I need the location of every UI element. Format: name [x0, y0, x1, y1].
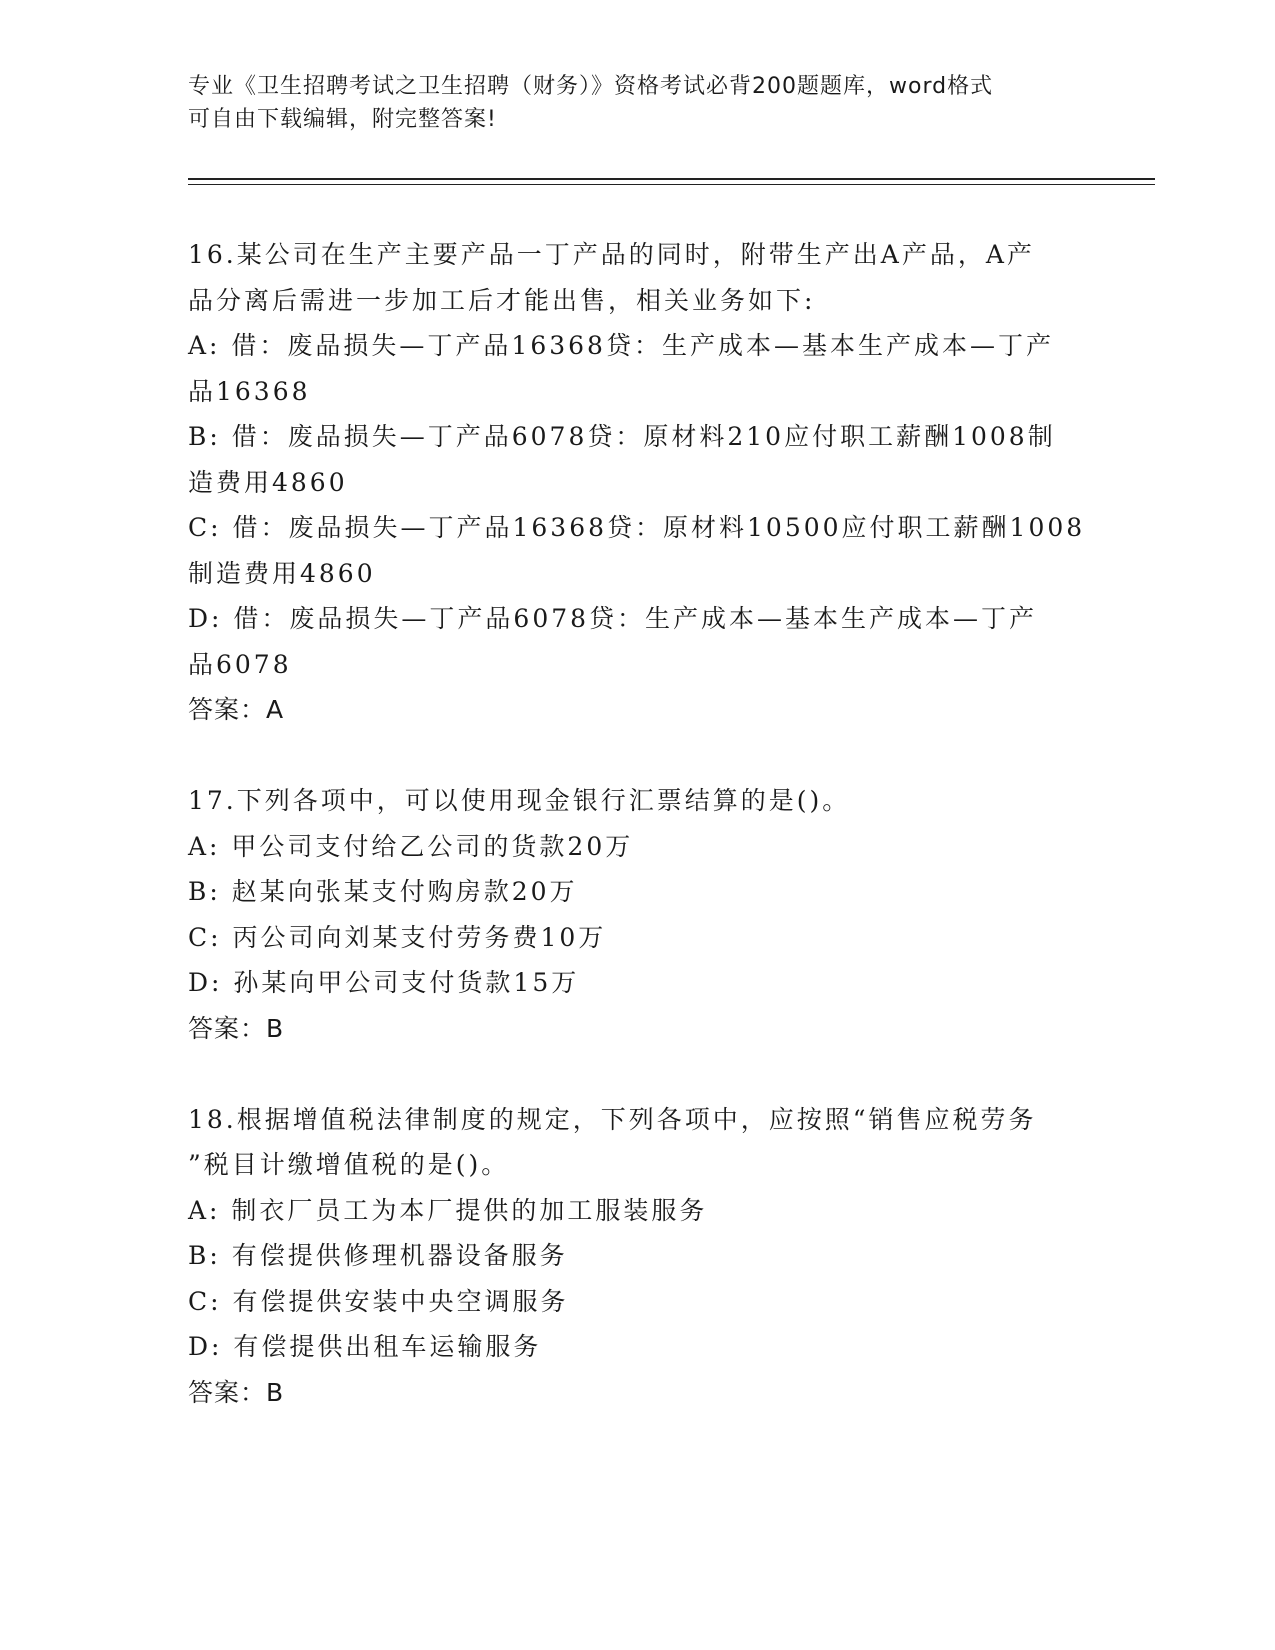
question-stem: 18.根据增值税法律制度的规定，下列各项中，应按照“销售应税劳务 [188, 1104, 1037, 1134]
header-divider-thick [188, 178, 1155, 180]
question-list [188, 232, 1088, 1415]
option-d: D: 孙某向甲公司支付货款15万 [188, 968, 580, 997]
question-18 [188, 1097, 1088, 1416]
option-a: A: 甲公司支付给乙公司的货款20万 [188, 831, 634, 861]
document-header [188, 70, 1088, 136]
option-d: D: 借：废品损失—丁产品6078贷：生产成本—基本生产成本—丁产 [188, 604, 1038, 633]
question-stem: ”税目计缴增值税的是()。 [188, 1150, 510, 1179]
question-16 [188, 232, 1088, 733]
answer: 答案：A [188, 695, 285, 724]
option-d: 品6078 [188, 649, 292, 679]
option-c: C: 有偿提供安装中央空调服务 [188, 1286, 569, 1316]
option-c: C: 借：废品损失—丁产品16368贷：原材料10500应付职工薪酬1008 [188, 513, 1086, 542]
question-stem: 17.下列各项中，可以使用现金银行汇票结算的是()。 [188, 786, 851, 815]
option-d: D: 有偿提供出租车运输服务 [188, 1332, 542, 1361]
answer: 答案：B [188, 1013, 285, 1043]
option-c: C: 丙公司向刘某支付劳务费10万 [188, 922, 607, 952]
question-stem: 16.某公司在生产主要产品一丁产品的同时，附带生产出A产品，A产 [188, 240, 1035, 269]
answer: 答案：B [188, 1377, 285, 1407]
header-line: 可自由下载编辑，附完整答案! [188, 107, 497, 132]
question-17 [188, 778, 1088, 1051]
option-b: 造费用4860 [188, 467, 348, 497]
option-b: B: 赵某向张某支付购房款20万 [188, 877, 578, 906]
option-c: 制造费用4860 [188, 558, 376, 588]
question-stem: 品分离后需进一步加工后才能出售，相关业务如下: [188, 285, 816, 315]
header-line: 专业《卫生招聘考试之卫生招聘（财务）》资格考试必背200题题库，word格式 [188, 74, 994, 99]
option-a: A: 借：废品损失—丁产品16368贷：生产成本—基本生产成本—丁产 [188, 331, 1054, 360]
header-divider-thin [188, 184, 1155, 185]
option-a: A: 制衣厂员工为本厂提供的加工服装服务 [188, 1195, 708, 1225]
option-b: B: 借：废品损失—丁产品6078贷：原材料210应付职工薪酬1008制 [188, 422, 1056, 451]
option-a: 品16368 [188, 376, 311, 406]
option-b: B: 有偿提供修理机器设备服务 [188, 1241, 568, 1270]
